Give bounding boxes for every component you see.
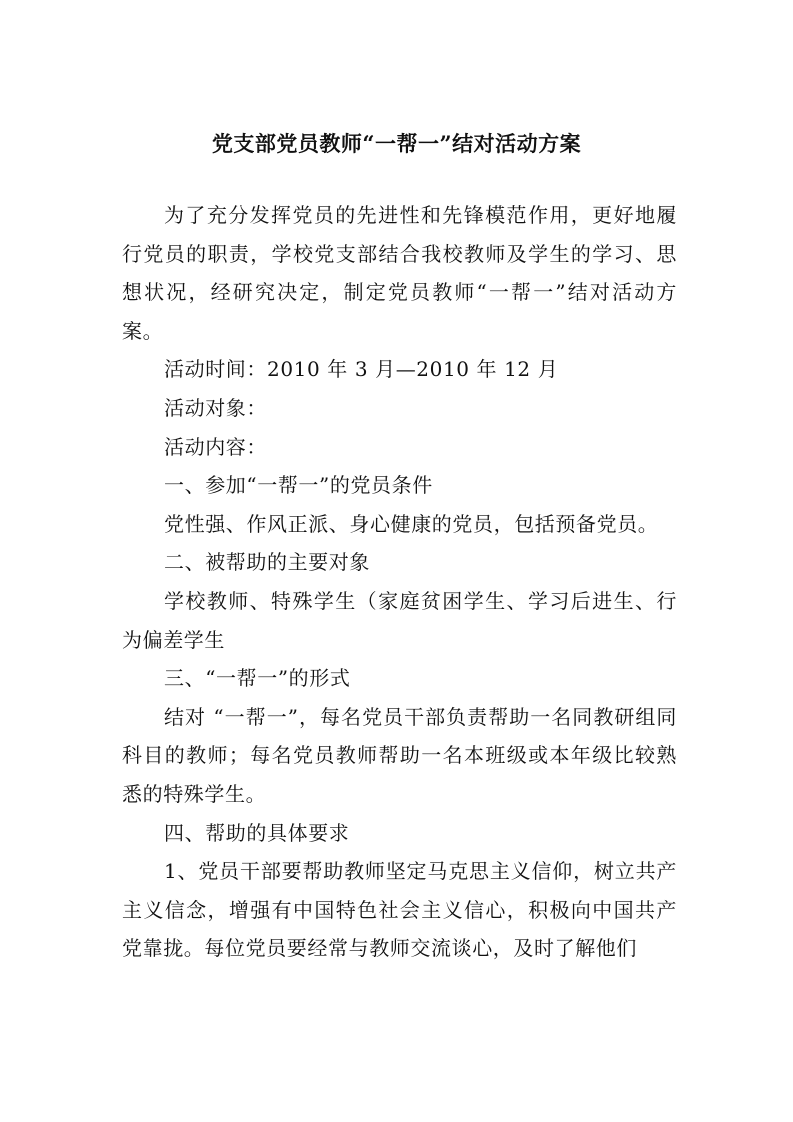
paragraph-intro: 为了充分发挥党员的先进性和先锋模范作用，更好地履行党员的职责，学校党支部结合我校教师及学生的学习、思想状况，经研究决定，制定党员教师“一帮一”结对活动方案。 xyxy=(122,203,677,343)
section-heading-3: 三、“一帮一”的形式 xyxy=(164,666,351,691)
section-heading-1: 一、参加“一帮一”的党员条件 xyxy=(164,473,433,498)
paragraph-main-targets: 学校教师、特殊学生（家庭贫困学生、学习后进生、行为偏差学生 xyxy=(122,588,677,652)
section-heading-2: 二、被帮助的主要对象 xyxy=(164,550,370,575)
document-title: 党支部党员教师“一帮一”结对活动方案 xyxy=(211,131,582,156)
paragraph-activity-target: 活动对象： xyxy=(164,395,267,420)
section-heading-4: 四、帮助的具体要求 xyxy=(164,820,350,845)
paragraph-activity-time: 活动时间：2010 年 3 月—2010 年 12 月 xyxy=(164,357,559,382)
paragraph-pairing-form: 结对 “一帮一”，每名党员干部负责帮助一名同教研组同科目的教师；每名党员教师帮助一名本班级或本年级比较熟悉的特殊学生。 xyxy=(122,704,677,806)
paragraph-requirement-1: 1、党员干部要帮助教师坚定马克思主义信仰，树立共产主义信念，增强有中国特色社会主义信心，积极向中国共产党靠拢。每位党员要经常与教师交流谈心，及时了解他们 xyxy=(122,859,677,961)
paragraph-member-conditions: 党性强、作风正派、身心健康的党员，包括预备党员。 xyxy=(164,511,659,536)
paragraph-activity-content: 活动内容： xyxy=(164,434,267,459)
document-body xyxy=(122,196,677,968)
